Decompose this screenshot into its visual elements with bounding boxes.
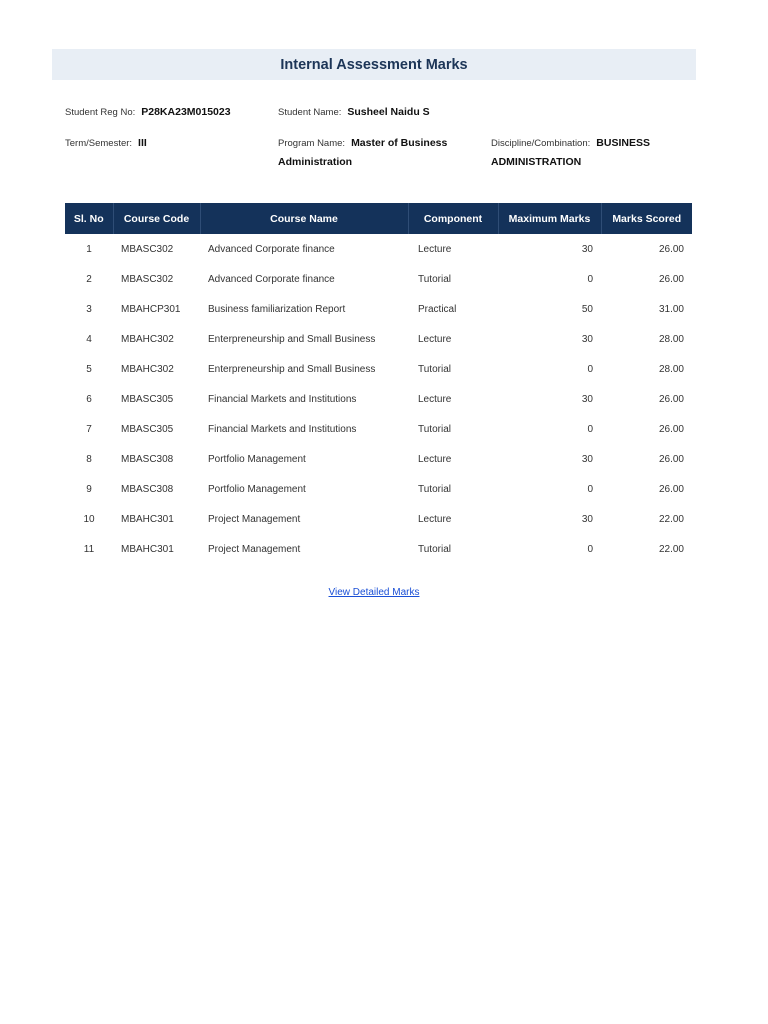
table-row — [65, 414, 692, 444]
cell-sl-no: 10 — [83, 513, 95, 525]
cell-maximum-marks: 30 — [581, 243, 593, 255]
cell-component: Lecture — [418, 453, 452, 465]
cell-course-code: MBASC302 — [121, 273, 174, 285]
program-name — [278, 134, 478, 172]
header-course-name: Course Name — [200, 203, 408, 234]
cell-course-name: Advanced Corporate finance — [208, 273, 335, 285]
cell-course-code: MBASC305 — [121, 423, 174, 435]
header-maximum-marks: Maximum Marks — [498, 203, 601, 234]
cell-course-name: Business familiarization Report — [208, 303, 346, 315]
page-title: Internal Assessment Marks — [280, 56, 468, 73]
cell-maximum-marks: 0 — [587, 543, 593, 555]
cell-component: Practical — [418, 303, 457, 315]
cell-marks-scored: 26.00 — [658, 453, 684, 465]
table-row — [65, 264, 692, 294]
detailed-marks-link-container — [0, 582, 748, 600]
cell-sl-no: 9 — [86, 483, 92, 495]
table-row — [65, 234, 692, 264]
cell-sl-no: 6 — [86, 393, 92, 405]
marks-table-container — [65, 203, 684, 564]
cell-course-name: Project Management — [208, 513, 301, 525]
table-row — [65, 474, 692, 504]
cell-maximum-marks: 30 — [581, 333, 593, 345]
cell-maximum-marks: 30 — [581, 513, 593, 525]
table-row — [65, 294, 692, 324]
cell-course-name: Portfolio Management — [208, 483, 306, 495]
cell-course-code: MBAHC302 — [121, 363, 174, 375]
program-name-value-line1: Master of Business — [351, 137, 448, 149]
cell-marks-scored: 26.00 — [658, 273, 684, 285]
cell-component: Lecture — [418, 393, 452, 405]
cell-component: Tutorial — [418, 363, 451, 375]
cell-component: Tutorial — [418, 543, 451, 555]
cell-course-code: MBAHC302 — [121, 333, 174, 345]
cell-maximum-marks: 50 — [581, 303, 593, 315]
cell-maximum-marks: 0 — [587, 363, 593, 375]
view-detailed-marks-link[interactable]: View Detailed Marks — [328, 587, 420, 598]
discipline-value-line1: BUSINESS — [596, 137, 650, 149]
table-row — [65, 324, 692, 354]
student-name-label: Student Name: — [278, 107, 342, 118]
cell-component: Tutorial — [418, 483, 451, 495]
cell-marks-scored: 26.00 — [658, 483, 684, 495]
cell-marks-scored: 26.00 — [658, 243, 684, 255]
table-row — [65, 384, 692, 414]
cell-course-name: Financial Markets and Institutions — [208, 393, 357, 405]
cell-maximum-marks: 30 — [581, 393, 593, 405]
table-row — [65, 444, 692, 474]
discipline-value-line2: ADMINISTRATION — [491, 156, 582, 168]
cell-sl-no: 1 — [86, 243, 92, 255]
student-reg-no — [65, 103, 231, 122]
cell-course-code: MBASC308 — [121, 453, 174, 465]
program-name-label: Program Name: — [278, 138, 346, 149]
table-header-row — [65, 203, 692, 234]
cell-component: Lecture — [418, 513, 452, 525]
cell-maximum-marks: 30 — [581, 453, 593, 465]
cell-marks-scored: 31.00 — [658, 303, 684, 315]
cell-course-code: MBAHC301 — [121, 513, 174, 525]
term-semester-label: Term/Semester: — [65, 138, 133, 149]
cell-course-code: MBAHCP301 — [121, 303, 181, 315]
cell-course-name: Portfolio Management — [208, 453, 306, 465]
header-sl-no: Sl. No — [65, 203, 113, 234]
cell-sl-no: 4 — [86, 333, 92, 345]
cell-maximum-marks: 0 — [587, 423, 593, 435]
term-semester-value: III — [138, 137, 147, 149]
cell-sl-no: 11 — [83, 543, 95, 555]
cell-component: Lecture — [418, 333, 452, 345]
cell-component: Tutorial — [418, 273, 451, 285]
cell-course-code: MBASC302 — [121, 243, 174, 255]
table-row — [65, 504, 692, 534]
student-reg-no-value: P28KA23M015023 — [141, 106, 231, 118]
program-name-value-line2: Administration — [278, 156, 353, 168]
cell-course-code: MBAHC301 — [121, 543, 174, 555]
cell-course-code: MBASC308 — [121, 483, 174, 495]
cell-marks-scored: 28.00 — [658, 333, 684, 345]
cell-course-code: MBASC305 — [121, 393, 174, 405]
cell-sl-no: 8 — [86, 453, 92, 465]
cell-marks-scored: 26.00 — [658, 423, 684, 435]
header-marks-scored: Marks Scored — [601, 203, 692, 234]
marks-table — [65, 203, 692, 564]
header-course-code: Course Code — [113, 203, 200, 234]
cell-component: Tutorial — [418, 423, 451, 435]
discipline-label: Discipline/Combination: — [491, 138, 591, 149]
cell-course-name: Enterpreneurship and Small Business — [208, 363, 376, 375]
table-row — [65, 354, 692, 384]
cell-course-name: Financial Markets and Institutions — [208, 423, 357, 435]
table-row — [65, 534, 692, 564]
student-name — [278, 103, 430, 122]
cell-sl-no: 3 — [86, 303, 92, 315]
title-bar — [52, 49, 696, 80]
cell-sl-no: 2 — [86, 273, 92, 285]
cell-course-name: Advanced Corporate finance — [208, 243, 335, 255]
cell-maximum-marks: 0 — [587, 273, 593, 285]
cell-component: Lecture — [418, 243, 452, 255]
header-component: Component — [408, 203, 498, 234]
cell-marks-scored: 28.00 — [658, 363, 684, 375]
cell-sl-no: 5 — [86, 363, 92, 375]
student-reg-no-label: Student Reg No: — [65, 107, 136, 118]
cell-maximum-marks: 0 — [587, 483, 593, 495]
cell-marks-scored: 22.00 — [658, 543, 684, 555]
discipline-combination — [491, 134, 691, 172]
cell-course-name: Project Management — [208, 543, 301, 555]
student-name-value: Susheel Naidu S — [347, 106, 430, 118]
cell-sl-no: 7 — [86, 423, 92, 435]
cell-marks-scored: 26.00 — [658, 393, 684, 405]
cell-course-name: Enterpreneurship and Small Business — [208, 333, 376, 345]
cell-marks-scored: 22.00 — [658, 513, 684, 525]
term-semester — [65, 134, 147, 153]
